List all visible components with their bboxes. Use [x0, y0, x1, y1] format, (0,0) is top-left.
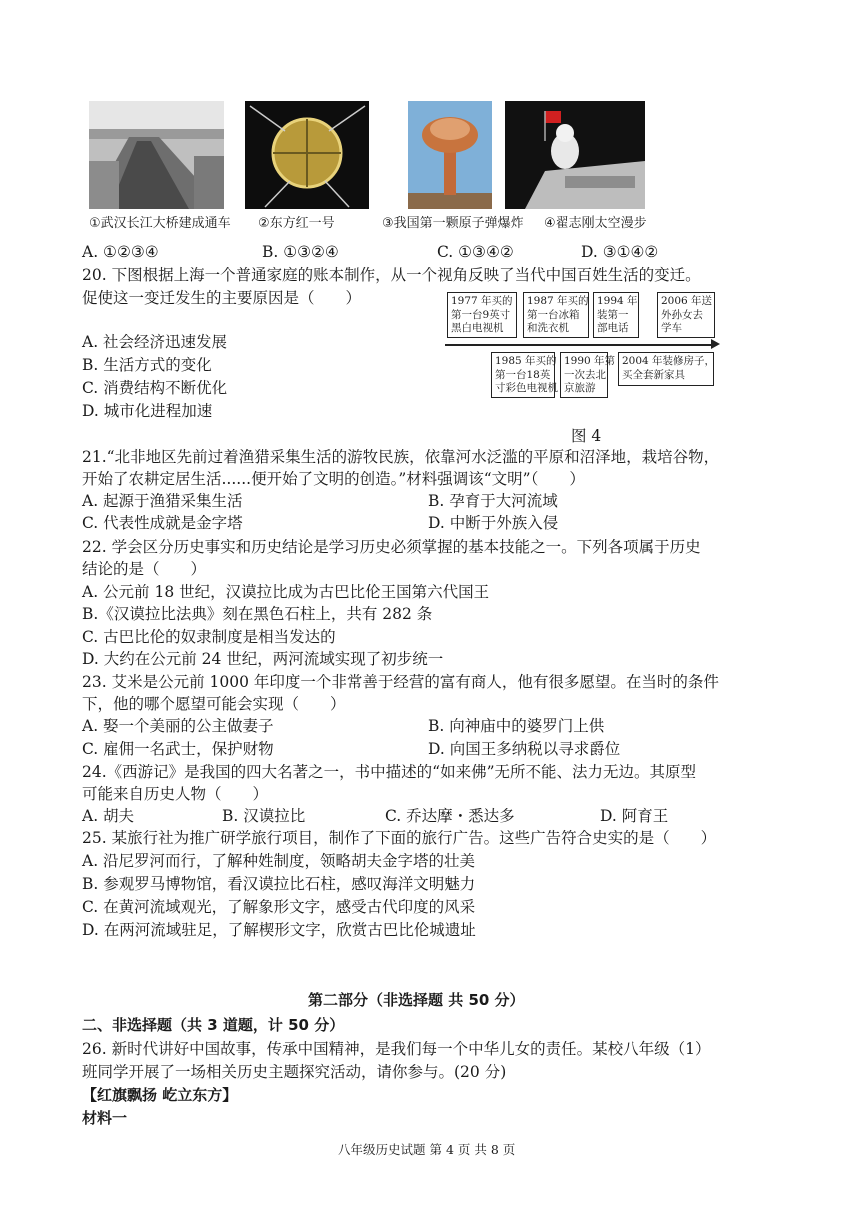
- photo-caption-2: ②东方红一号: [258, 216, 335, 231]
- q20-option-c: C. 消费结构不断优化: [82, 379, 228, 397]
- q19-option-a: A. ①②③④: [82, 243, 159, 261]
- q25-stem: 25. 某旅行社为推广研学旅行项目，制作了下面的旅行广告。这些广告符合史实的是（ ）: [82, 829, 717, 847]
- q20-option-b: B. 生活方式的变化: [82, 356, 212, 374]
- q22-option-a: A. 公元前 18 世纪，汉谟拉比成为古巴比伦王国第六代国王: [82, 583, 490, 601]
- q20-option-d: D. 城市化进程加速: [82, 402, 213, 420]
- q25-option-c: C. 在黄河流域观光，了解象形文字，感受古代印度的风采: [82, 898, 476, 916]
- q23-stem-line2: 下，他的哪个愿望可能会实现（ ）: [82, 695, 346, 713]
- q23-option-a: A. 娶一个美丽的公主做妻子: [82, 717, 274, 735]
- q19-option-b: B. ①③②④: [262, 243, 339, 261]
- q22-stem-line2: 结论的是（ ）: [82, 560, 207, 578]
- timeline-axis: [445, 344, 713, 346]
- q21-stem-line2: 开始了农耕定居生活......便开始了文明的创造。”材料强调该“文明”（ ）: [82, 470, 585, 488]
- q20-stem-line1: 20. 下图根据上海一个普通家庭的账本制作，从一个视角反映了当代中国百姓生活的变迁。: [82, 266, 701, 284]
- timeline-event-1994: 1994 年 装第一 部电话: [593, 292, 639, 338]
- q24-option-d: D. 阿育王: [600, 807, 669, 825]
- q22-option-d: D. 大约在公元前 24 世纪，两河流域实现了初步统一: [82, 650, 444, 668]
- q21-option-c: C. 代表性成就是金字塔: [82, 514, 243, 532]
- timeline-event-1977: 1977 年买的 第一台9英寸 黑白电视机: [447, 292, 517, 338]
- q22-option-b: B.《汉谟拉比法典》刻在黑色石柱上，共有 282 条: [82, 605, 433, 623]
- q24-stem-line1: 24.《西游记》是我国的四大名著之一，书中描述的“如来佛”无所不能、法力无边。其原型: [82, 763, 697, 781]
- timeline-event-1990: 1990 年第 一次去北 京旅游: [560, 352, 608, 398]
- timeline-figure: [440, 290, 730, 400]
- theme-heading: 【红旗飘扬 屹立东方】: [82, 1086, 238, 1104]
- material-one-heading: 材料一: [82, 1109, 128, 1127]
- timeline-event-1985: 1985 年买的 第一台18英 寸彩色电视机: [491, 352, 555, 398]
- spacewalk-photo: [505, 101, 645, 209]
- q23-option-d: D. 向国王多纳税以寻求爵位: [428, 740, 621, 758]
- q19-option-d: D. ③①④②: [581, 243, 659, 261]
- q24-option-b: B. 汉谟拉比: [222, 807, 306, 825]
- q20-option-a: A. 社会经济迅速发展: [82, 333, 228, 351]
- q26-stem-line1: 26. 新时代讲好中国故事，传承中国精神，是我们每一个中华儿女的责任。某校八年级（1）: [82, 1040, 711, 1058]
- q24-option-c: C. 乔达摩・悉达多: [385, 807, 515, 825]
- q21-option-b: B. 孕育于大河流域: [428, 492, 558, 510]
- q26-stem-line2: 班同学开展了一场相关历史主题探究活动，请你参与。(20 分): [82, 1063, 507, 1081]
- q19-option-c: C. ①③④②: [437, 243, 514, 261]
- q21-stem-line1: 21.“北非地区先前过着渔猎采集生活的游牧民族，依靠河水泛滥的平原和沼泽地，栽培谷物，: [82, 448, 720, 466]
- timeline-arrow-icon: [711, 339, 720, 349]
- atomic-bomb-photo: [408, 101, 492, 209]
- part-two-title: 第二部分（非选择题 共 50 分）: [308, 991, 525, 1009]
- section-two-title: 二、非选择题（共 3 道题，计 50 分）: [82, 1016, 345, 1034]
- q22-stem-line1: 22. 学会区分历史事实和历史结论是学习历史必须掌握的基本技能之一。下列各项属于历史: [82, 538, 701, 556]
- q23-option-b: B. 向神庙中的婆罗门上供: [428, 717, 605, 735]
- photo-caption-4: ④翟志刚太空漫步: [544, 216, 647, 231]
- q25-option-b: B. 参观罗马博物馆，看汉谟拉比石柱，感叹海洋文明魅力: [82, 875, 476, 893]
- q21-option-d: D. 中断于外族入侵: [428, 514, 559, 532]
- q23-option-c: C. 雇佣一名武士，保护财物: [82, 740, 274, 758]
- page-footer: 八年级历史试题 第 4 页 共 8 页: [338, 1142, 516, 1157]
- timeline-event-2006: 2006 年送 外孙女去 学车: [657, 292, 715, 338]
- timeline-event-1987: 1987 年买的 第一台冰箱 和洗衣机: [523, 292, 589, 338]
- q23-stem-line1: 23. 艾米是公元前 1000 年印度一个非常善于经营的富有商人，他有很多愿望。在当时的条件: [82, 673, 719, 691]
- q20-stem-line2: 促使这一变迁发生的主要原因是（ ）: [82, 289, 362, 307]
- q21-option-a: A. 起源于渔猎采集生活: [82, 492, 243, 510]
- q22-option-c: C. 古巴比伦的奴隶制度是相当发达的: [82, 628, 336, 646]
- bridge-photo: [89, 101, 224, 209]
- figure-4-label: 图 4: [571, 427, 602, 445]
- q25-option-a: A. 沿尼罗河而行，了解种姓制度，领略胡夫金字塔的壮美: [82, 852, 476, 870]
- satellite-photo: [245, 101, 369, 209]
- q24-stem-line2: 可能来自历史人物（ ）: [82, 785, 269, 803]
- photo-caption-1: ①武汉长江大桥建成通车: [89, 216, 231, 231]
- photo-caption-3: ③我国第一颗原子弹爆炸: [382, 216, 524, 231]
- q24-option-a: A. 胡夫: [82, 807, 135, 825]
- q25-option-d: D. 在两河流域驻足，了解楔形文字，欣赏古巴比伦城遗址: [82, 921, 476, 939]
- timeline-event-2004: 2004 年装修房子， 买全套新家具: [618, 352, 714, 386]
